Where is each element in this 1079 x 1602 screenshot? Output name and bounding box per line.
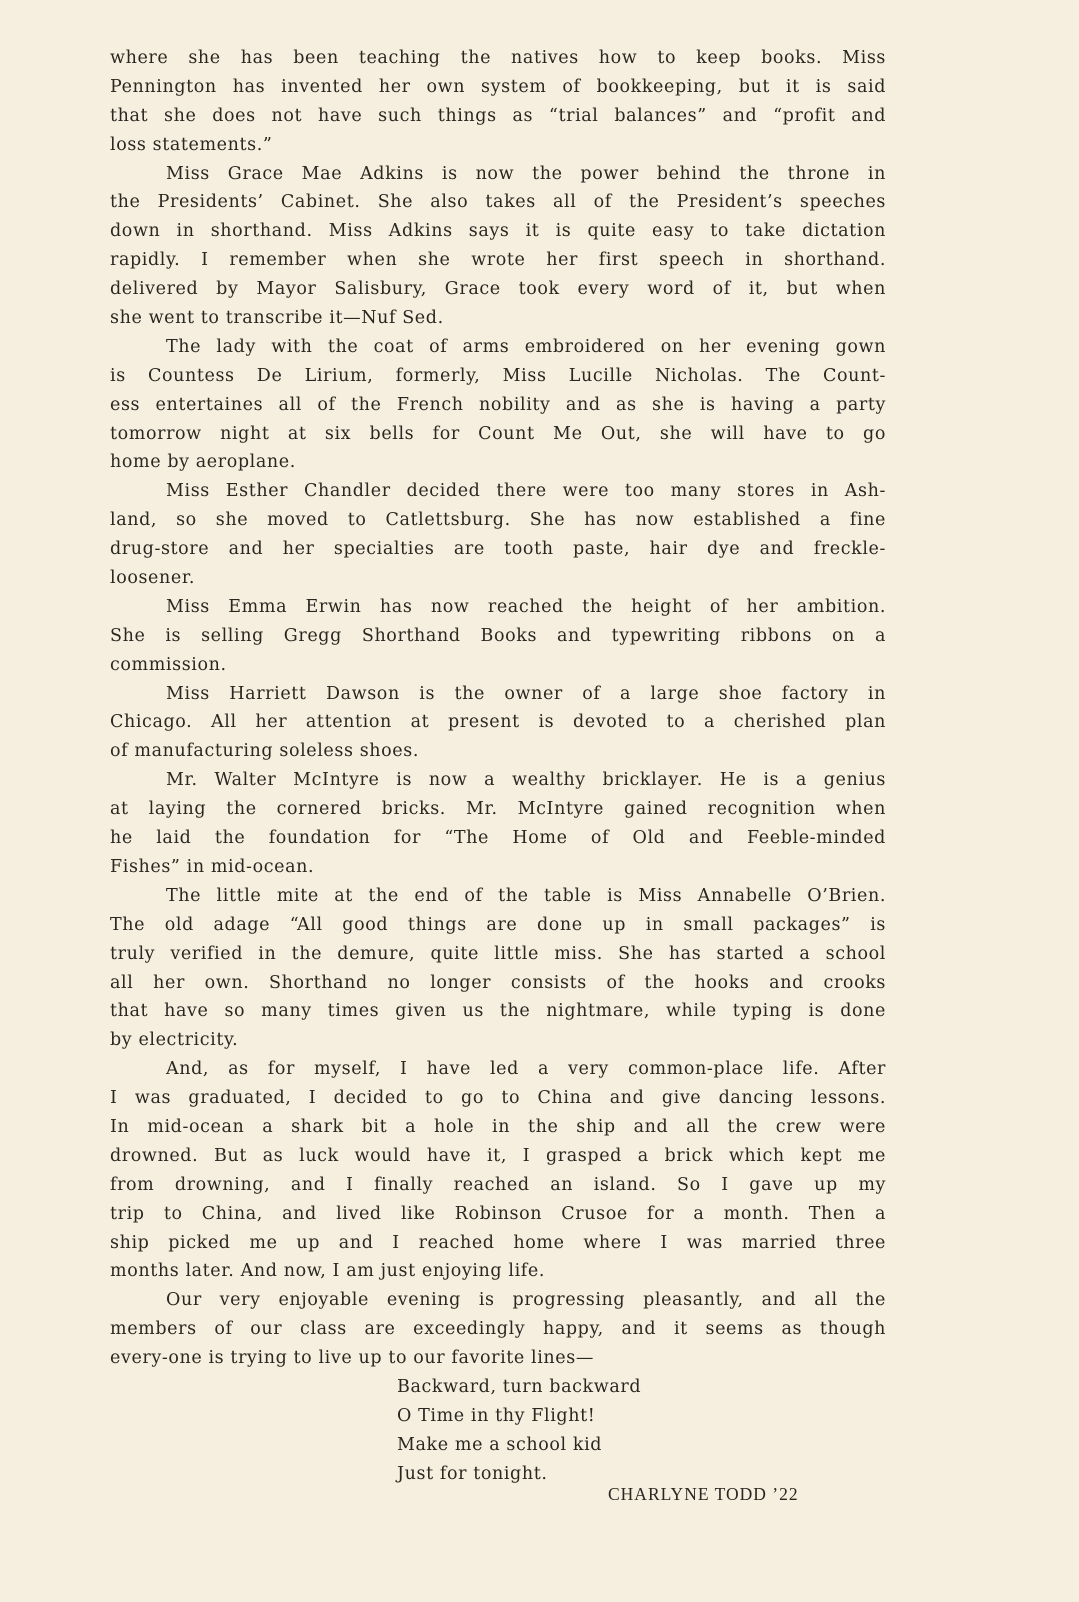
prose	[110, 44, 886, 1373]
text-line: of manufacturing soleless shoes.	[110, 741, 419, 762]
text-line: land, so she moved to Catlettsburg. She has now established a fine	[110, 510, 886, 531]
text-line: Fishes” in mid-ocean.	[110, 856, 315, 877]
text-line: Miss Esther Chandler decided there were too many stores in Ash-	[166, 481, 886, 502]
text-line: down in shorthand. Miss Adkins says it is quite easy to take dictation	[110, 221, 886, 242]
text-line: loosener.	[110, 568, 196, 589]
paragraph	[110, 477, 886, 593]
text-line: In mid-ocean a shark bit a hole in the ship and all the crew were	[110, 1116, 886, 1137]
text-line: The little mite at the end of the table is Miss Annabelle O’Brien.	[166, 885, 886, 906]
poem-line: Just for tonight.	[397, 1463, 548, 1484]
paragraph	[110, 44, 886, 160]
text-line: And, as for myself, I have led a very common-place life. After	[166, 1059, 886, 1080]
text-line: that she does not have such things as “trial balances” and “profit and	[110, 105, 886, 126]
paragraph	[110, 766, 886, 882]
text-line: drowned. But as luck would have it, I grasped a brick which kept me	[110, 1145, 886, 1166]
paragraph	[110, 333, 886, 477]
text-line: the Presidents’ Cabinet. She also takes all of the President’s speeches	[110, 192, 886, 213]
text-line: Pennington has invented her own system of bookkeeping, but it is said	[110, 76, 886, 97]
text-line: is Countess De Lirium, formerly, Miss Lucille Nicholas. The Count-	[110, 365, 886, 386]
text-line: trip to China, and lived like Robinson Crusoe for a month. Then a	[110, 1203, 886, 1224]
text-line: he laid the foundation for “The Home of Old and Feeble-minded	[110, 828, 886, 849]
text-line: all her own. Shorthand no longer consists of the hooks and crooks	[110, 972, 886, 993]
text-line: at laying the cornered bricks. Mr. McIntyre gained recognition when	[110, 799, 886, 820]
text-line: home by aeroplane.	[110, 452, 296, 473]
text-line: The lady with the coat of arms embroidered on her evening gown	[166, 336, 886, 357]
document-body	[110, 44, 886, 1489]
text-line: from drowning, and I finally reached an island. So I gave up my	[110, 1174, 886, 1195]
poem-line: O Time in thy Flight!	[397, 1405, 596, 1426]
poem-line: Backward, turn backward	[397, 1376, 642, 1397]
text-line: months later. And now, I am just enjoying life.	[110, 1261, 545, 1282]
text-line: She is selling Gregg Shorthand Books and typewriting ribbons on a	[110, 625, 886, 646]
signature: CHARLYNE TODD ’22	[608, 1484, 799, 1504]
text-line: delivered by Mayor Salisbury, Grace took every word of it, but when	[110, 279, 886, 300]
text-line: rapidly. I remember when she wrote her first speech in shorthand.	[110, 250, 886, 271]
text-line: Our very enjoyable evening is progressing pleasantly, and all the	[166, 1290, 886, 1311]
paragraph	[110, 882, 886, 1055]
paragraph	[110, 1286, 886, 1373]
paragraph	[110, 1055, 886, 1286]
poem	[110, 1373, 886, 1489]
text-line: I was graduated, I decided to go to China and give dancing lessons.	[110, 1088, 886, 1109]
text-line: every-one is trying to live up to our favorite lines—	[110, 1348, 594, 1369]
text-line: tomorrow night at six bells for Count Me Out, she will have to go	[110, 423, 886, 444]
text-line: Miss Harriett Dawson is the owner of a large shoe factory in	[166, 683, 886, 704]
text-line: The old adage “All good things are done up in small packages” is	[110, 914, 886, 935]
paragraph	[110, 160, 886, 333]
text-line: drug-store and her specialties are tooth paste, hair dye and freckle-	[110, 539, 886, 560]
text-line: loss statements.”	[110, 134, 273, 155]
paragraph	[110, 593, 886, 680]
text-line: she went to transcribe it—Nuf Sed.	[110, 308, 444, 329]
poem-line: Make me a school kid	[397, 1434, 603, 1455]
paragraph	[110, 680, 886, 767]
text-line: Miss Emma Erwin has now reached the height of her ambition.	[166, 596, 886, 617]
text-line: truly verified in the demure, quite little miss. She has started a school	[110, 943, 886, 964]
text-line: by electricity.	[110, 1030, 239, 1051]
text-line: Miss Grace Mae Adkins is now the power behind the throne in	[166, 163, 886, 184]
text-line: ship picked me up and I reached home where I was married three	[110, 1232, 886, 1253]
text-line: commission.	[110, 654, 227, 675]
text-line: that have so many times given us the nightmare, while typing is done	[110, 1001, 886, 1022]
text-line: Chicago. All her attention at present is devoted to a cherished plan	[110, 712, 886, 733]
text-line: where she has been teaching the natives how to keep books. Miss	[110, 48, 886, 68]
text-line: members of our class are exceedingly happy, and it seems as though	[110, 1319, 886, 1340]
text-line: Mr. Walter McIntyre is now a wealthy bricklayer. He is a genius	[166, 770, 886, 791]
text-line: ess entertaines all of the French nobility and as she is having a party	[110, 394, 886, 415]
